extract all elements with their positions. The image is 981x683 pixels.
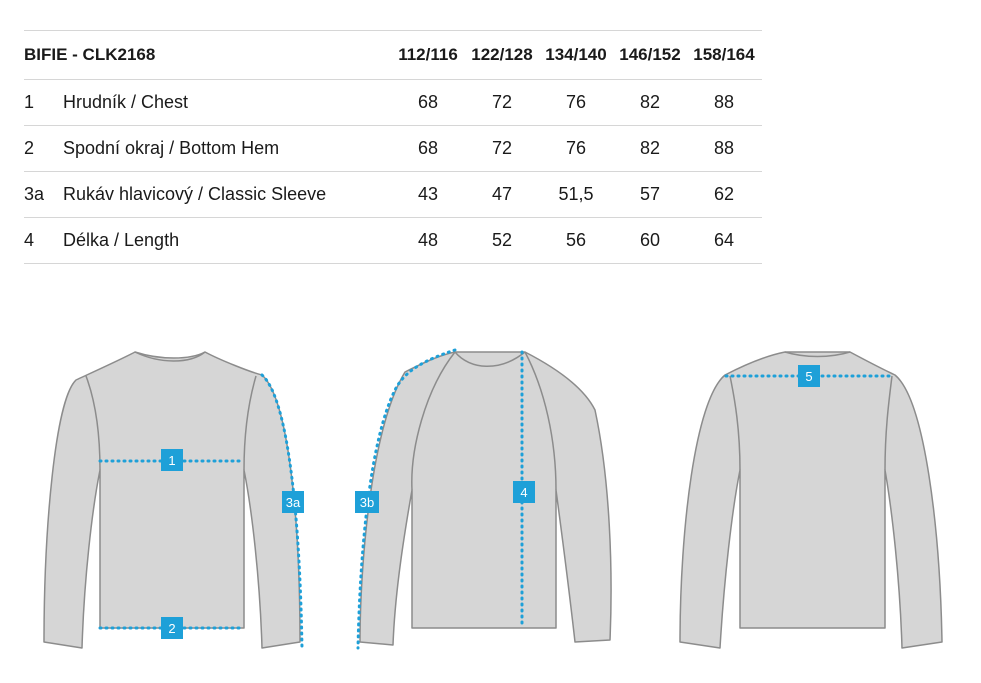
side-shirt	[360, 352, 611, 645]
measure-value: 60	[639, 230, 661, 250]
measure-value: 88	[713, 92, 735, 112]
measure-value: 51,5	[558, 184, 594, 204]
marker-2	[161, 617, 183, 639]
measure-code: 1	[24, 92, 35, 112]
size-header: 122/128	[471, 45, 533, 64]
measure-value: 76	[565, 138, 587, 158]
measure-value: 68	[417, 92, 439, 112]
table-row	[24, 126, 762, 172]
marker-1	[161, 449, 183, 471]
measure-value: 82	[639, 138, 661, 158]
marker-5	[798, 365, 820, 387]
measure-value: 72	[491, 138, 513, 158]
measurement-diagram	[0, 330, 981, 683]
product-title: BIFIE - CLK2168	[24, 45, 156, 64]
table-row	[24, 218, 762, 264]
measure-value: 56	[565, 230, 587, 250]
back-shirt	[680, 352, 942, 648]
measure-code: 2	[24, 138, 35, 158]
measure-value: 64	[713, 230, 735, 250]
measure-name: Spodní okraj / Bottom Hem	[63, 138, 280, 158]
measure-code: 4	[24, 230, 35, 250]
measure-value: 57	[639, 184, 661, 204]
size-header: 134/140	[545, 45, 607, 64]
front-shirt	[44, 352, 300, 648]
measure-value: 43	[417, 184, 439, 204]
measure-name: Hrudník / Chest	[63, 92, 189, 112]
measure-name: Délka / Length	[63, 230, 180, 250]
measure-value: 72	[491, 92, 513, 112]
size-header: 158/164	[693, 45, 755, 64]
measure-value: 47	[491, 184, 513, 204]
size-table	[24, 30, 762, 264]
measure-value: 82	[639, 92, 661, 112]
table-row	[24, 80, 762, 126]
measure-value: 88	[713, 138, 735, 158]
measure-code: 3a	[24, 184, 45, 204]
marker-label: 3b	[359, 495, 375, 510]
measure-value: 48	[417, 230, 439, 250]
measure-value: 68	[417, 138, 439, 158]
measure-name: Rukáv hlavicový / Classic Sleeve	[63, 184, 327, 204]
size-header: 112/116	[398, 45, 458, 64]
marker-3b	[355, 491, 379, 513]
marker-label: 4	[520, 485, 528, 500]
marker-label: 1	[168, 453, 176, 468]
marker-label: 5	[805, 369, 813, 384]
measure-value: 76	[565, 92, 587, 112]
marker-label: 2	[168, 621, 176, 636]
measure-value: 62	[713, 184, 735, 204]
measure-value: 52	[491, 230, 513, 250]
marker-label: 3a	[285, 495, 301, 510]
marker-4	[513, 481, 535, 503]
table-row	[24, 172, 762, 218]
size-header: 146/152	[619, 45, 681, 64]
marker-3a	[282, 491, 304, 513]
table-header-row	[24, 30, 762, 80]
